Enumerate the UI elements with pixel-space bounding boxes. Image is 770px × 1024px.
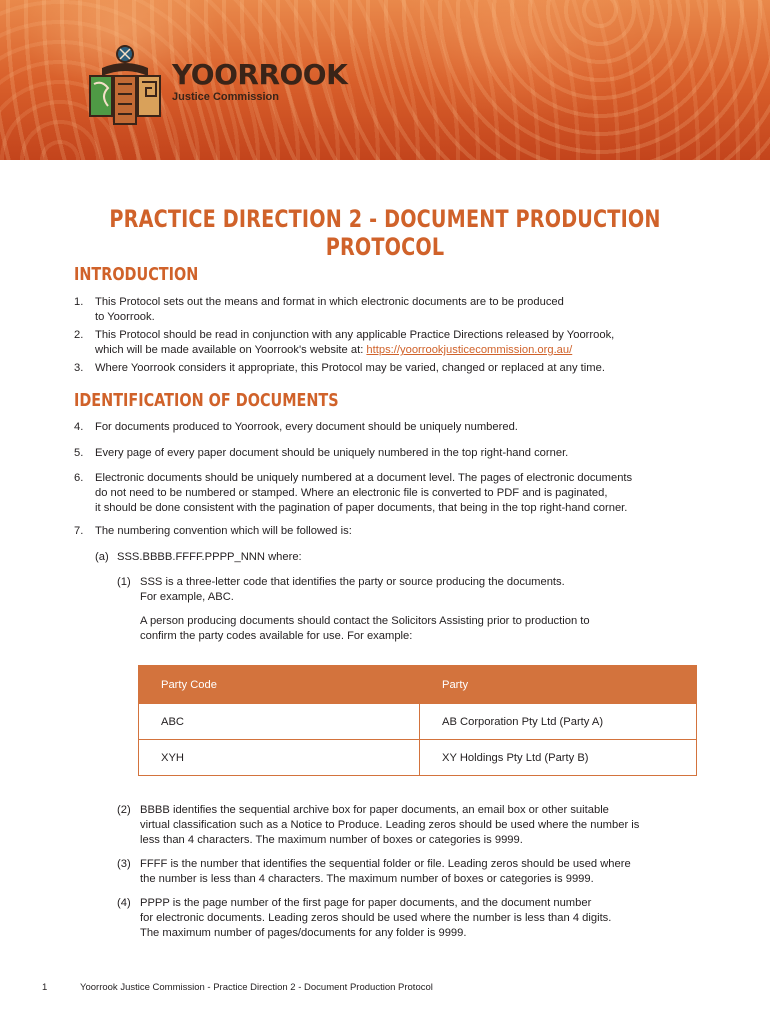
item-text: Electronic documents should be uniquely numbered at a document level. The pages of electronic documents do not need to be numbered or stamped. Where an electronic file is converted to PDF and is paginated, it should be done consistent with the pagination of paper documents, that being in the top right-hand corner. bbox=[95, 472, 633, 514]
header-banner bbox=[0, 0, 770, 160]
sub-item-text: SSS.BBBB.FFFF.PPPP_NNN where: bbox=[117, 551, 302, 563]
sub-sub-item-label: (3) bbox=[117, 858, 131, 870]
sub-sub-item-label: (2) bbox=[117, 804, 131, 816]
sub-item-label: (a) bbox=[95, 551, 109, 563]
table-cell: ABC bbox=[139, 704, 420, 740]
website-link[interactable]: https://yoorrookjusticecommission.org.au/ bbox=[366, 344, 573, 356]
item-text: This Protocol should be read in conjunction with any applicable Practice Directions released by Yoorrook, which will be made available on Yoorrook's website at: https://yoorrookjusticecommission.org.au/ bbox=[95, 329, 615, 356]
item-number: 7. bbox=[74, 525, 84, 537]
item-text: Where Yoorrook considers it appropriate, this Protocol may be varied, changed or replaced at any time. bbox=[95, 362, 605, 374]
item-text: The numbering convention which will be followed is: bbox=[95, 525, 352, 537]
table-row bbox=[139, 704, 697, 740]
table-header-cell: Party Code bbox=[139, 666, 420, 704]
item-number: 1. bbox=[74, 296, 84, 308]
section-heading-identification: IDENTIFICATION OF DOCUMENTS bbox=[74, 390, 339, 411]
table-cell: XYH bbox=[139, 740, 420, 776]
sub-sub-item-text: FFFF is the number that identifies the sequential folder or file. Leading zeros should be used where the number is less than 4 characters. The maximum number of boxes or categories is 9999. bbox=[140, 858, 631, 885]
logo-subtitle: Justice Commission bbox=[172, 91, 279, 103]
table-cell: AB Corporation Pty Ltd (Party A) bbox=[420, 704, 697, 740]
table-cell: XY Holdings Pty Ltd (Party B) bbox=[420, 740, 697, 776]
page-title: PRACTICE DIRECTION 2 - DOCUMENT PRODUCTION PROTOCOL bbox=[109, 205, 661, 261]
footer-page-number: 1 bbox=[42, 982, 48, 993]
item-text: Every page of every paper document should be uniquely numbered in the top right-hand corner. bbox=[95, 447, 569, 459]
sub-sub-item-label: (4) bbox=[117, 897, 131, 909]
table-header-cell: Party bbox=[420, 666, 697, 704]
table-row bbox=[139, 740, 697, 776]
sub-sub-item-text: SSS is a three-letter code that identifies the party or source producing the documents. For example, ABC. bbox=[140, 576, 565, 603]
party-codes-table bbox=[138, 665, 697, 776]
footer-text: Yoorrook Justice Commission - Practice Direction 2 - Document Production Protocol bbox=[80, 982, 433, 993]
item-number: 4. bbox=[74, 421, 84, 433]
sub-sub-item-text: BBBB identifies the sequential archive box for paper documents, an email box or other suitable virtual classification such as a Notice to Produce. Leading zeros should be used where the number is less than 4 characters. The maximum number of boxes or categories is 9999. bbox=[140, 804, 640, 846]
item-text: For documents produced to Yoorrook, every document should be uniquely numbered. bbox=[95, 421, 518, 433]
item-number: 6. bbox=[74, 472, 84, 484]
sub-sub-item-text: PPPP is the page number of the first page for paper documents, and the document number for electronic documents. Leading zeros should be used where the number is less than 4 digits. The maximum number of pages/documents for any folder is 9999. bbox=[140, 897, 612, 939]
sub-sub-item-paragraph: A person producing documents should contact the Solicitors Assisting prior to production to confirm the party codes available for use. For example: bbox=[140, 615, 590, 642]
sub-sub-item-label: (1) bbox=[117, 576, 131, 588]
logo-wordmark: YOORROOK bbox=[172, 58, 348, 91]
item-text: This Protocol sets out the means and format in which electronic documents are to be produced to Yoorrook. bbox=[95, 296, 564, 323]
item-number: 3. bbox=[74, 362, 84, 374]
item-number: 2. bbox=[74, 329, 84, 341]
section-heading-introduction: INTRODUCTION bbox=[74, 264, 199, 285]
item-number: 5. bbox=[74, 447, 84, 459]
table-header-row bbox=[139, 666, 697, 704]
